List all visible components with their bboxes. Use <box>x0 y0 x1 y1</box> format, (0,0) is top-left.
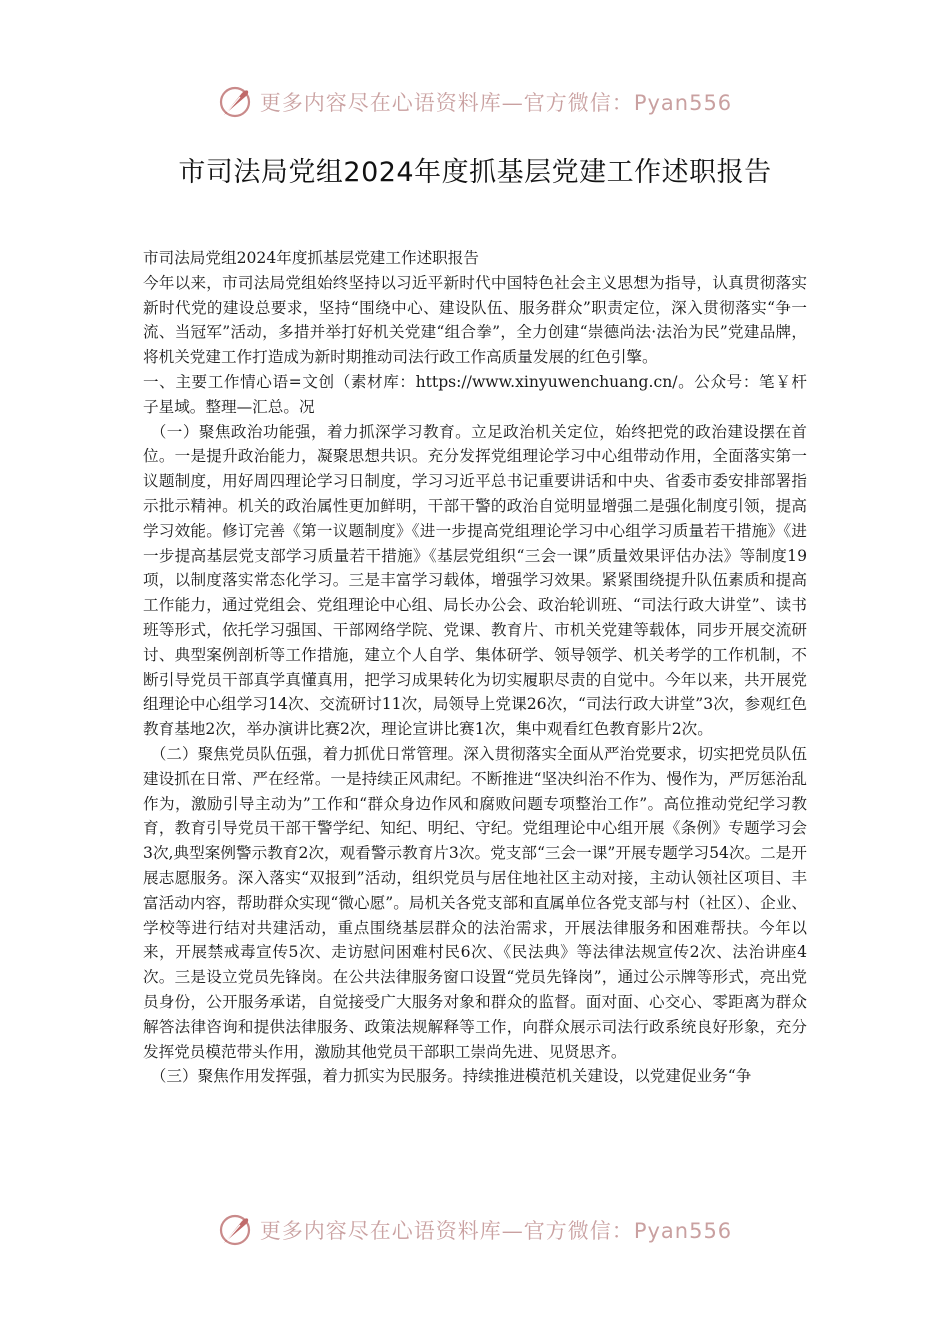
document-body <box>143 246 807 1089</box>
body-subtitle: 市司法局党组2024年度抓基层党建工作述职报告 <box>143 249 479 267</box>
body-paragraph-team: （二）聚焦党员队伍强，着力抓优日常管理。深入贯彻落实全面从严治党要求，切实把党员队伍建设抓在日常、严在经常。一是持续正风肃纪。不断推进“坚决纠治不作为、慢作为，严厉惩治乱作为，激励引导主动为”工作和“群众身边作风和腐败问题专项整治工作”。高位推动党纪学习教育，教育引导党员干部干警学纪、知纪、明纪、守纪。党组理论中心组开展《条例》专题学习会3次,典型案例警示教育2次，观看警示教育片3次。党支部“三会一课”开展专题学习54次。二是开展志愿服务。深入落实“双报到”活动，组织党员与居住地社区主动对接，主动认领社区项目、丰富活动内容，帮助群众实现“微心愿”。局机关各党支部和直属单位各党支部与村（社区）、企业、学校等进行结对共建活动，重点围绕基层群众的法治需求，开展法律服务和困难帮扶。今年以来，开展禁戒毒宣传5次、走访慰问困难村民6次、《民法典》等法律法规宣传2次、法治讲座4次。三是设立党员先锋岗。在公共法律服务窗口设置“党员先锋岗”，通过公示牌等形式，亮出党员身份，公开服务承诺，自觉接受广大服务对象和群众的监督。面对面、心交心、零距离为群众解答法律咨询和提供法律服务、政策法规解释等工作，向群众展示司法行政系统良好形象，充分发挥党员模范带头作用，激励其他党员干部职工崇尚先进、见贤思齐。 <box>143 744 807 1061</box>
page-title: 市司法局党组2024年度抓基层党建工作述职报告 <box>178 157 772 188</box>
quill-logo-icon <box>218 1213 252 1247</box>
section-heading-main-work: 一、主要工作情心语=文创（素材库：https://www.xinyuwenchuang.cn/。公众号：笔￥杆子星域。整理—汇总。况 <box>143 372 807 416</box>
quill-logo-icon <box>218 85 252 119</box>
body-paragraph-intro: 今年以来，市司法局党组始终坚持以习近平新时代中国特色社会主义思想为指导，认真贯彻落实新时代党的建设总要求，坚持“围绕中心、建设队伍、服务群众”职责定位，深入贯彻落实“争一流、当冠军”活动，多措并举打好机关党建“组合拳”，全力创建“崇德尚法·法治为民”党建品牌，将机关党建工作打造成为新时期推动司法行政工作高质量发展的红色引擎。 <box>143 273 807 367</box>
watermark-text: 更多内容尽在心语资料库—官方微信：Pyan556 <box>259 91 733 115</box>
wechat-handle: Pyan556 <box>633 1219 733 1243</box>
footer-watermark-banner <box>0 1208 950 1252</box>
watermark-text: 更多内容尽在心语资料库—官方微信：Pyan556 <box>259 1219 733 1243</box>
wechat-handle: Pyan556 <box>633 91 733 115</box>
body-paragraph-political: （一）聚焦政治功能强，着力抓深学习教育。立足政治机关定位，始终把党的政治建设摆在首位。一是提升政治能力，凝聚思想共识。充分发挥党组理论学习中心组带动作用，全面落实第一议题制度，用好周四理论学习日制度，学习习近平总书记重要讲话和中央、省委市委安排部署指示批示精神。机关的政治属性更加鲜明，干部干警的政治自觉明显增强二是强化制度引领，提高学习效能。修订完善《第一议题制度》《进一步提高党组理论学习中心组学习质量若干措施》《进一步提高基层党支部学习质量若干措施》《基层党组织“三会一课”质量效果评估办法》等制度19项，以制度落实常态化学习。三是丰富学习载体，增强学习效果。紧紧围绕提升队伍素质和提高工作能力，通过党组会、党组理论中心组、局长办公会、政治轮训班、“司法行政大讲堂”、读书班等形式，依托学习强国、干部网络学院、党课、教育片、市机关党建等载体，同步开展交流研讨、典型案例剖析等工作措施，建立个人自学、集体研学、领导领学、机关考学的工作机制，不断引导党员干部真学真懂真用，把学习成果转化为切实履职尽责的自觉中。今年以来，共开展党组理论中心组学习14次、交流研讨11次，局领导上党课26次，“司法行政大讲堂”3次，参观红色教育基地2次，举办演讲比赛2次，理论宣讲比赛1次，集中观看红色教育影片2次。 <box>143 422 807 739</box>
header-watermark-banner <box>0 80 950 124</box>
body-paragraph-service: （三）聚焦作用发挥强，着力抓实为民服务。持续推进模范机关建设，以党建促业务“争 <box>150 1067 752 1086</box>
